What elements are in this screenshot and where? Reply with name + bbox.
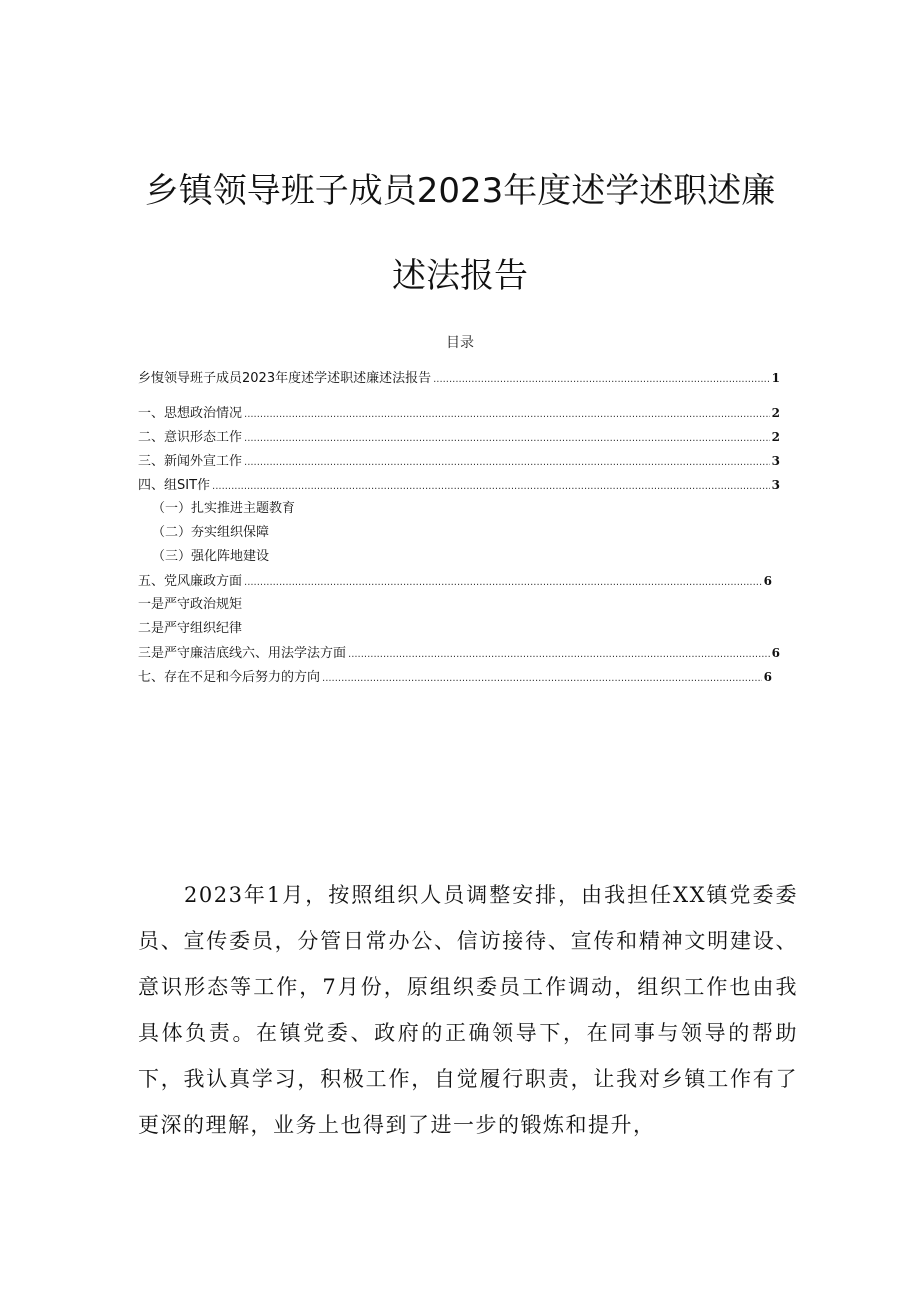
toc-entry[interactable] (138, 643, 780, 663)
toc-entry[interactable] (138, 667, 772, 687)
toc-page-number: 6 (763, 670, 772, 684)
toc-entry-label: 三是严守廉洁底线六、用法学法方面 (138, 646, 347, 661)
toc-dot-leader (212, 477, 770, 497)
body-paragraph: 2023年1月，按照组织人员调整安排，由我担任XX镇党委委员、宣传委员，分管日常办公、信访接待、宣传和精神文明建设、意识形态等工作，7月份，原组织委员工作调动，组织工作也由我具体负责。在镇党委、政府的正确领导下，在同事与领导的帮助下，我认真学习，积极工作，自觉履行职责，让我对乡镇工作有了更深的理解，业务上也得到了进一步的锻炼和提升， (138, 883, 798, 1137)
document-title-line-2: 述法报告 (392, 256, 528, 296)
toc-entry[interactable] (138, 595, 242, 615)
toc-page-number: 3 (771, 478, 780, 492)
toc-entry[interactable] (138, 571, 772, 591)
toc-dot-leader (433, 370, 770, 390)
toc-entry-label: 三、新闻外宣工作 (138, 454, 243, 469)
toc-page-number: 6 (763, 574, 772, 588)
toc-heading: 目录 (446, 335, 474, 351)
toc-entry-label: （二）夯实组织保障 (152, 525, 270, 540)
toc-page-number: 1 (771, 371, 780, 385)
toc-entry[interactable] (152, 523, 269, 543)
toc-entry-label: 二、意识形态工作 (138, 430, 243, 445)
toc-entry[interactable] (152, 547, 269, 567)
toc-dot-leader (322, 669, 762, 689)
toc-entry[interactable] (138, 619, 242, 639)
toc-entry[interactable] (138, 475, 780, 495)
toc-dot-leader (244, 429, 770, 449)
toc-entry[interactable] (138, 368, 780, 388)
toc-dot-leader (244, 573, 762, 593)
toc-entry-label: 七、存在不足和今后努力的方向 (138, 670, 321, 685)
toc-entry-label: 二是严守组织纪律 (138, 621, 243, 636)
toc-entry-label: 乡愎领导班子成员2023年度述学述职述廉述法报告 (138, 371, 432, 386)
toc-entry-label: 一是严守政治规矩 (138, 597, 243, 612)
toc-entry[interactable] (138, 427, 780, 447)
toc-entry-label: 一、思想政治情况 (138, 406, 243, 421)
toc-entry[interactable] (152, 499, 295, 519)
toc-entry-label: 四、组SIT作 (138, 478, 211, 493)
toc-entry[interactable] (138, 403, 780, 423)
toc-dot-leader (244, 453, 770, 473)
document-title-line-1: 乡镇领导班子成员2023年度述学述职述廉 (144, 171, 776, 211)
toc-page-number: 2 (771, 406, 780, 420)
toc-entry-label: 五、党风廉政方面 (138, 574, 243, 589)
toc-entry-label: （三）强化阵地建设 (152, 549, 270, 564)
toc-entry-label: （一）扎实推进主题教育 (152, 501, 296, 516)
toc-page-number: 2 (771, 430, 780, 444)
toc-page-number: 3 (771, 454, 780, 468)
toc-dot-leader (244, 405, 770, 425)
toc-entry[interactable] (138, 451, 780, 471)
toc-page-number: 6 (771, 646, 780, 660)
toc-dot-leader (348, 645, 770, 665)
